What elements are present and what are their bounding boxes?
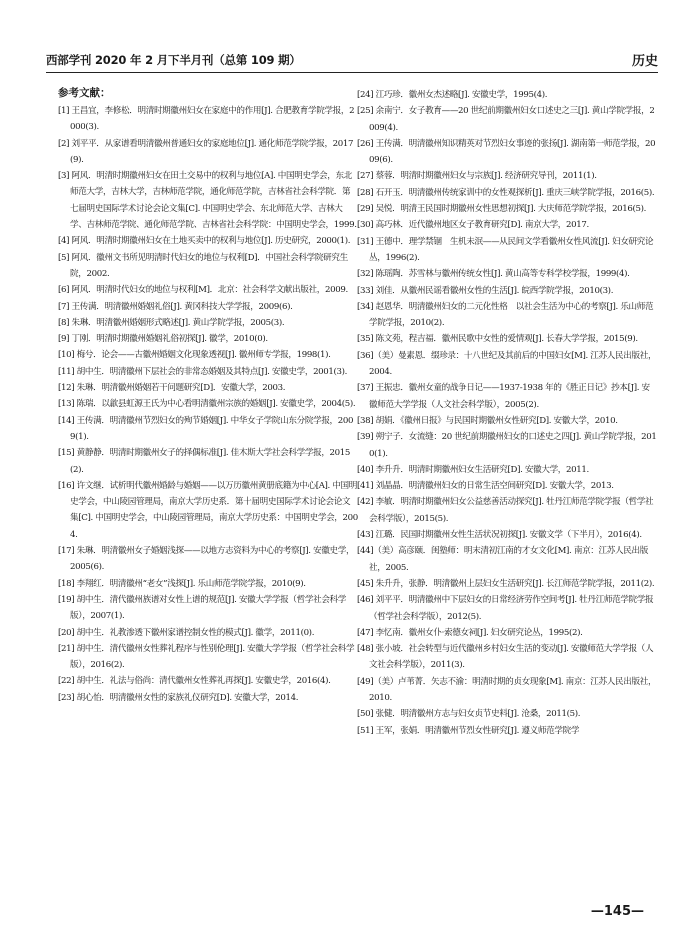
reference-entry: [22] 胡中生．礼法与俗尚：清代徽州女性葬礼再探[J]. 安徽史学，2016(4). — [58, 676, 331, 687]
reference-entry: [40] 李升升．明清时期徽州妇女生活研究[D]. 安徽大学，2011. — [357, 464, 589, 475]
reference-entry: [29] 吴悦．明清王民国时期徽州女性思想初探[J]. 大庆师范学院学报，2016(5). — [357, 204, 647, 215]
reference-entry: [41] 刘晶晶．明清徽州妇女的日常生活空间研究[D]. 安徽大学，2013. — [357, 481, 614, 492]
reference-entry: [34] 赵恩华．明清徽州妇女的二元化性格 以社会生活为中心的考察[J]. 乐山师范学院学报，2010(2). — [357, 301, 654, 329]
reference-entry: [20] 胡中生．礼教渗透下徽州家谱控制女性的模式[J]. 徽学，2011(0). — [58, 627, 315, 638]
reference-entry: [30] 高巧林．近代徽州地区女子教育研究[D]. 南京大学，2017. — [357, 220, 589, 231]
reference-entry: [19] 胡中生．清代徽州族谱对女性上谱的规范[J]. 安徽大学学报（哲学社会科学版），2007(1). — [58, 594, 347, 622]
reference-entry: [31] 王德中．理学禁锢 生机未泯——从民间文学看徽州女性风流[J]. 妇女研究论丛，1996(2). — [357, 236, 654, 263]
reference-entry: [16] 许文继．试析明代徽州婚龄与婚姻——以万历徽州黄册底籍为中心[A]. 中国明史学会，中山陵园管理局，南京大学历史系．第十届明史国际学术讨论会论文集[C]. 中国明史学会，中山陵园管理局，南京大学历史系：中国明史学会，2004. — [58, 480, 358, 540]
reference-entry: [49]（美）卢苇菁．矢志不渝：明清时期的贞女现象[M]. 南京：江苏人民出版社，2010. — [357, 676, 657, 703]
reference-entry: [24] 江巧珍．徽州女杰述略[J]. 安徽史学，1995(4). — [357, 90, 548, 100]
section-label: 历史 — [631, 54, 658, 69]
reference-entry: [47] 李忆南．徽州女仆·索德女祠[J]. 妇女研究论丛，1995(2). — [357, 627, 583, 638]
reference-entry: [28] 石开玉．明清徽州传统家训中的女性观探析[J]. 重庆三峡学院学报，2016(5). — [357, 187, 655, 198]
reference-entry: [35] 陈文苑，程吉福．徽州民歌中女性的爱情观[J]. 长春大学学报，2015(9). — [357, 334, 638, 345]
reference-entry: [23] 胡心怡．明清徽州女性的家族礼仪研究[D]. 安徽大学，2014. — [58, 692, 299, 703]
page-header — [46, 50, 658, 73]
reference-entry: [36]（美）曼素恩．缀珍录：十八世纪及其前后的中国妇女[M]. 江苏人民出版社，2004. — [357, 350, 657, 378]
references-title: 参考文献： — [58, 87, 111, 99]
reference-entry: [11] 胡中生．明清徽州下层社会的非常态婚姻及其特点[J]. 安徽史学，2001(3). — [58, 366, 348, 377]
journal-masthead: 西部学刊 2020 年 2 月下半月刊（总第 109 期） — [46, 53, 301, 67]
reference-entry: [5] 阿风．徽州文书所见明清时代妇女的地位与权利[D]．中国社会科学院研究生院，2002. — [58, 252, 348, 279]
reference-entry: [21] 胡中生．清代徽州女性葬礼程序与性别伦理[J]. 安徽大学学报（哲学社会科学版），2016(2). — [58, 643, 355, 671]
page-number: —145— — [590, 904, 644, 919]
reference-entry: [7] 王传满．明清徽州婚姻礼俗[J]. 黄冈科技大学学报，2009(6). — [58, 301, 293, 312]
reference-entry: [39] 朔宁子．女流缝：20 世纪前期徽州妇女的口述史之四[J]. 黄山学院学报，2010(1). — [357, 432, 657, 459]
reference-entry: [38] 胡娟．《徽州日报》与民国时期徽州女性研究[D]. 安徽大学，2010. — [357, 415, 618, 426]
reference-entry: [32] 陈瑶陶．苏雪林与徽州传统女性[J]. 黄山高等专科学校学报，1999(4). — [357, 269, 630, 280]
reference-entry: [4] 阿风．明清时期徽州妇女在土地买卖中的权利与地位[J]. 历史研究，2000(1). — [58, 236, 351, 247]
reference-entry: [17] 朱琳．明清徽州女子婚姻浅探——以地方志资料为中心的考察[J]. 安徽史学，2005(6). — [58, 546, 355, 573]
reference-entry: [45] 朱升升，张静．明清徽州上层妇女生活研究[J]. 长江师范学院学报，2011(2). — [357, 578, 655, 589]
reference-entry: [15] 黄静静．明清时期徽州女子的择偶标准[J]. 佳木斯大学社会科学学报，2015(2). — [58, 448, 351, 475]
reference-entry: [33] 刘佳．从徽州民谣看徽州女性的生活[J]. 皖西学院学报，2010(3). — [357, 285, 614, 296]
reference-entry: [10] 梅兮．论会——古徽州婚姻文化现象透视[J]. 徽州师专学报，1998(1). — [58, 350, 331, 361]
reference-entry: [2] 刘平平．从家谱看明清徽州普通妇女的家庭地位[J]. 通化师范学院学报，2017(9). — [58, 138, 354, 165]
reference-entry: [46] 刘平平．明清徽州中下层妇女的日常经济劳作空间考[J]. 牡丹江师范学院学报（哲学社会科学版），2012(5). — [357, 595, 654, 622]
reference-entry: [6] 阿风．明清时代妇女的地位与权利[M]．北京：社会科学文献出版社，2009. — [58, 285, 348, 296]
reference-entry: [51] 王军，张娟．明清徽州节烈女性研究[J]. 遵义师范学院学 — [357, 725, 580, 736]
reference-entry: [13] 陈瑞．以歙县虹源王氏为中心看明清徽州宗族的婚姻[J]. 安徽史学，2004(5). — [58, 399, 356, 410]
reference-entry: [12] 朱琳．明清徽州婚姻若干问题研究[D]．安徽大学，2003. — [58, 383, 286, 394]
reference-entry: [1] 王昌宜，李修松．明清时期徽州妇女在家庭中的作用[J]. 合肥教育学院学报，2000(3). — [58, 106, 355, 133]
reference-entry: [37] 王振忠．徽州女童的战争日记——1937-1938 年的《胜正日记》抄本[J]. 安徽师范大学学报（人文社会科学版），2005(2). — [357, 383, 650, 410]
reference-entry: [3] 阿风．明清时期徽州妇女在田土交易中的权利与地位[A]. 中国明史学会，东北师范大学，吉林大学，吉林师范学院，通化师范学院，吉林省社会科学院．第七届明史国际学术讨论会论文集[C]. 中国明史学会、东北师范大学、吉林大学、吉林师范学院、通化师范学院、吉林省社会科学院：中国明史学会，1999. — [58, 171, 357, 231]
references-column-left — [58, 103, 358, 706]
reference-entry: [42] 李敏．明清时期徽州妇女公益慈善活动探究[J]. 牡丹江师范学院学报（哲学社会科学版），2015(5). — [357, 497, 654, 524]
reference-entry: [9] 丁刚．明清时期徽州婚姻礼俗初探[J]. 徽学，2010(0). — [58, 334, 268, 345]
reference-entry: [26] 王传满．明清徽州知识精英对节烈妇女事迹的张扬[J]. 湖南第一师范学报，2009(6). — [357, 138, 656, 166]
reference-entry: [44]（美）高彦颐．闺塾师：明末清初江南的才女文化[M]. 南京：江苏人民出版社，2005. — [357, 546, 649, 573]
reference-entry: [8] 朱琳．明清徽州婚姻形式略述[J]. 黄山学院学报，2005(3). — [58, 317, 285, 328]
references-column-right — [357, 87, 657, 739]
reference-entry: [48] 张小坡．社会转型与近代徽州乡村妇女生活的变动[J]. 安徽师范大学学报（人文社会科学版），2011(3). — [357, 644, 654, 671]
reference-entry: [50] 张健．明清徽州方志与妇女贞节史料[J]. 沧桑，2011(5). — [357, 709, 581, 720]
reference-entry: [43] 江璐．民国时期徽州女性生活状况初探[J]. 安徽文学（下半月），2016(4). — [357, 530, 642, 541]
reference-entry: [18] 李翔红．明清徽州“老女”浅探[J]. 乐山师范学院学报，2010(9). — [58, 578, 306, 589]
reference-entry: [14] 王传满．明清徽州节烈妇女的殉节婚姻[J]. 中华女子学院山东分院学报，2009(1). — [58, 415, 354, 442]
reference-entry: [25] 余南宁．女子教育——20 世纪前期徽州妇女口述史之三[J]. 黄山学院学报，2009(4). — [357, 106, 655, 133]
reference-entry: [27] 蔡蓉．明清时期徽州妇女与宗族[J]. 经济研究导刊，2011(1). — [357, 171, 597, 182]
